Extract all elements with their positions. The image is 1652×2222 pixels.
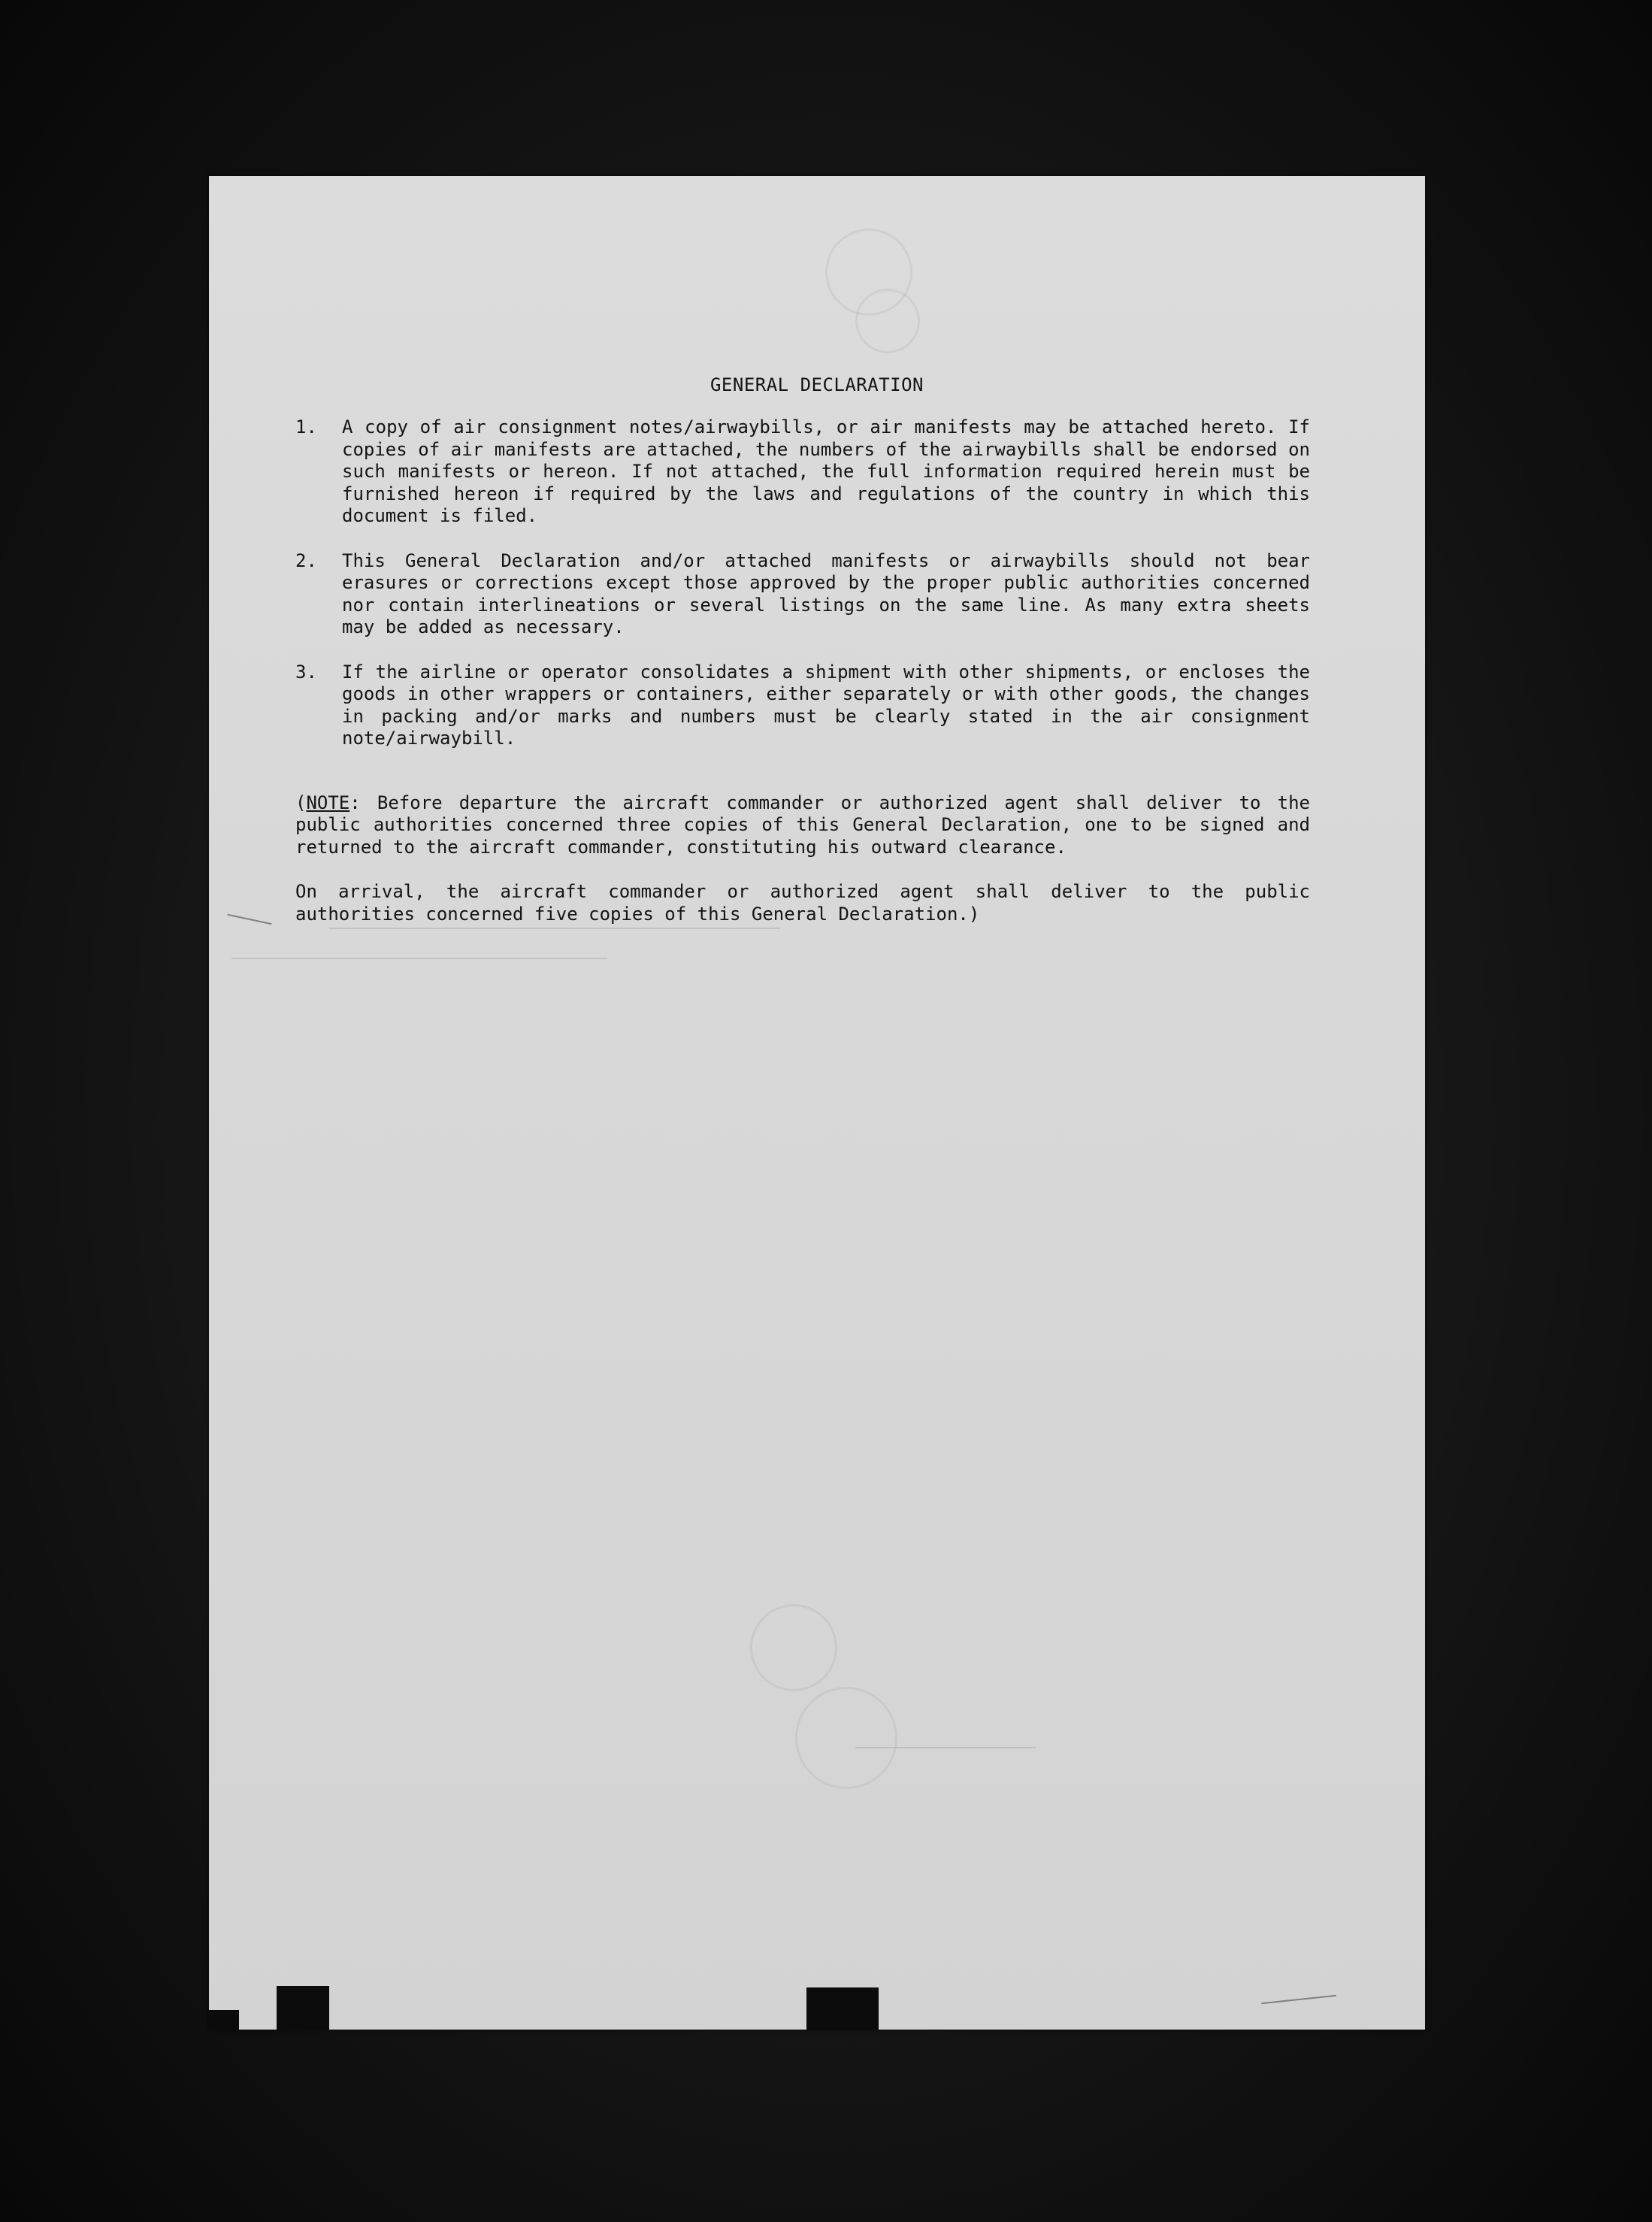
note-label: NOTE (306, 792, 350, 813)
binding-tab (806, 1987, 879, 2030)
bleed-through-stamp (855, 289, 920, 353)
bleed-through-rule (329, 928, 780, 929)
bleed-through-stamp (750, 1604, 837, 1691)
instruction-item-3 (295, 661, 1310, 750)
bleed-through-stamp (795, 1687, 897, 1789)
arrival-note: On arrival, the aircraft commander or authorized agent shall deliver to the public authorities concerned five copies of this General Declaration.) (295, 881, 1310, 925)
item-text: This General Declaration and/or attached manifests or airwaybills should not bear erasures or corrections except those approved by the proper public authorities concerned nor contain interlineations or several listings on the same line. As many extra sheets may be added as necessary. (342, 549, 1310, 637)
document-page (209, 176, 1425, 2030)
declaration-body (295, 416, 1310, 925)
instruction-item-1 (295, 416, 1310, 528)
item-number: 2. (295, 549, 317, 571)
torn-corner (209, 2010, 239, 2030)
pen-mark (1261, 1995, 1336, 2004)
item-number: 1. (295, 416, 317, 437)
binding-tab (277, 1986, 329, 2030)
item-number: 3. (295, 661, 317, 683)
departure-note (295, 792, 1310, 859)
bleed-through-rule (855, 1747, 1036, 1748)
item-text: If the airline or operator consolidates a shipment with other shipments, or encloses the goods in other wrappers or containers, either separately or with other goods, the changes in packing and/or marks and numbers must be clearly stated in the air consignment note/airwaybill. (342, 661, 1310, 749)
page-title: GENERAL DECLARATION (710, 374, 924, 395)
note-text: : Before departure the aircraft commander or authorized agent shall deliver to the public authorities concerned three copies of this General Declaration, one to be signed and returned to the aircraft commander, constituting his outward clearance. (295, 792, 1310, 858)
note-open-paren: ( (295, 792, 307, 813)
item-text: A copy of air consignment notes/airwaybills, or air manifests may be attached hereto. If copies of air manifests are attached, the numbers of the airwaybills shall be endorsed on such manifests or hereon. If not attached, the full information required herein must be furnished hereon if required by the laws and regulations of the country in which this document is filed. (342, 416, 1310, 526)
bleed-through-rule (231, 958, 607, 959)
instruction-item-2 (295, 550, 1310, 639)
pen-mark (227, 914, 271, 925)
